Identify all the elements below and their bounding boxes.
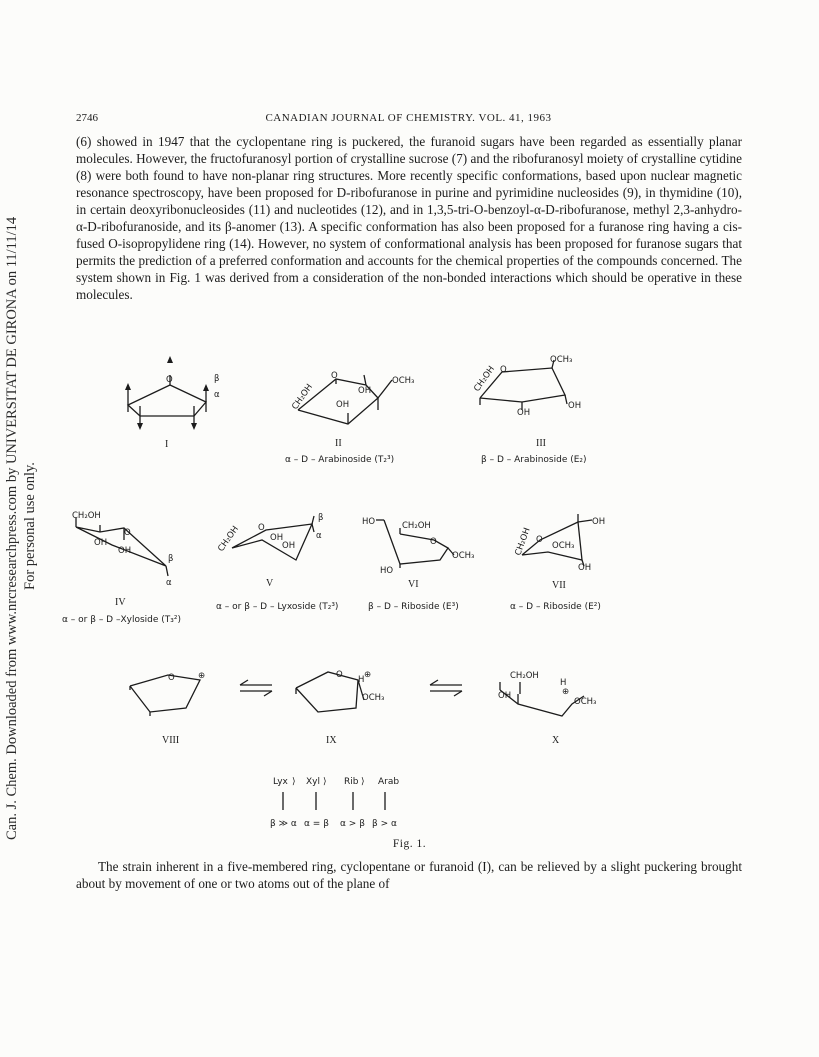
charge-plus: ⊕ xyxy=(364,670,372,680)
atom-CH2OH: CH₂OH xyxy=(402,521,431,531)
numeral: VIII xyxy=(162,735,180,746)
structure-VII xyxy=(510,514,605,612)
sugar-arab: Arab xyxy=(378,777,400,787)
relation-lyx: β ≫ α xyxy=(270,819,297,829)
relation-arab: β > α xyxy=(372,819,397,829)
reactivity-order xyxy=(270,777,399,829)
atom-O: O xyxy=(168,673,175,683)
atom-CH2OH: CH₂OH xyxy=(510,671,539,681)
atom-O: O xyxy=(500,365,507,375)
journal-title: CANADIAN JOURNAL OF CHEMISTRY. VOL. 41, 1963 xyxy=(265,112,552,124)
caption: α – D – Riboside (E²) xyxy=(510,602,601,612)
atom-H: H xyxy=(358,675,365,685)
caption: α – D – Arabinoside (T₂³) xyxy=(285,455,395,465)
atom-OH: OH xyxy=(592,517,606,527)
atom-CH2OH: CH₂OH xyxy=(72,511,101,521)
atom-OH: OH xyxy=(498,691,512,701)
sugar-rib: Rib xyxy=(344,777,359,787)
label-alpha: α xyxy=(166,578,172,588)
atom-OH: OH xyxy=(282,541,296,551)
relation-xyl: α = β xyxy=(304,819,329,829)
atom-O: O xyxy=(331,371,338,381)
atom-HO: HO xyxy=(380,566,394,576)
charge-plus: ⊕ xyxy=(198,671,206,681)
label-alpha: α xyxy=(214,390,220,400)
atom-OH: OH xyxy=(270,533,284,543)
numeral: IX xyxy=(326,735,337,746)
structure-VI xyxy=(362,517,474,612)
atom-OCH3: OCH₃ xyxy=(552,541,575,551)
atom-O: O xyxy=(430,537,437,547)
structure-IV xyxy=(62,511,181,625)
atom-CH2OH: CH₂OH xyxy=(290,382,315,412)
atom-OH: OH xyxy=(94,538,108,548)
numeral: X xyxy=(552,735,560,746)
atom-OCH3: OCH₃ xyxy=(550,355,573,365)
atom-OCH3: OCH₃ xyxy=(452,551,475,561)
numeral: V xyxy=(266,578,274,589)
sugar-xyl: Xyl xyxy=(306,777,320,787)
structure-V xyxy=(216,513,338,612)
structure-I xyxy=(125,356,220,450)
greater-sign: ⟩ xyxy=(323,777,327,787)
caption: β – D – Arabinoside (E₂) xyxy=(481,455,587,465)
label-beta: β xyxy=(318,513,324,523)
atom-O: O xyxy=(336,670,343,680)
structure-VIII xyxy=(130,671,205,746)
label-beta: β xyxy=(168,554,174,564)
equilibrium-arrow-1 xyxy=(240,680,272,696)
atom-O: O xyxy=(536,535,543,545)
atom-OH: OH xyxy=(358,386,372,396)
atom-OH: OH xyxy=(517,408,531,418)
atom-O: O xyxy=(258,523,265,533)
atom-H: H xyxy=(560,678,567,688)
relation-rib: α > β xyxy=(340,819,365,829)
atom-HO: HO xyxy=(362,517,376,527)
body-paragraph-2: The strain inherent in a five-membered ring, cyclopentane or furanoid (I), can be relieved by a slight puckering brought about by movement of one or two atoms out of the plane of xyxy=(76,859,742,891)
atom-O: O xyxy=(124,528,131,538)
atom-O: O xyxy=(166,375,173,385)
atom-CH2OH: CH₂OH xyxy=(472,364,497,394)
sugar-lyx: Lyx xyxy=(273,777,288,787)
label-alpha: α xyxy=(316,531,322,541)
atom-OH: OH xyxy=(568,401,582,411)
caption: α – or β – D –Xyloside (T₃²) xyxy=(62,615,182,625)
numeral: I xyxy=(165,439,169,450)
equilibrium-arrow-2 xyxy=(430,680,462,696)
structure-III xyxy=(472,355,586,465)
caption: α – or β – D – Lyxoside (T₂³) xyxy=(216,602,339,612)
greater-sign: ⟩ xyxy=(361,777,365,787)
label-beta: β xyxy=(214,374,220,384)
atom-OCH3: OCH₃ xyxy=(574,697,597,707)
numeral: II xyxy=(335,438,342,449)
structure-IX xyxy=(296,670,384,746)
numeral: VI xyxy=(408,579,419,590)
watermark-line-2: For personal use only. xyxy=(22,462,38,590)
numeral: VII xyxy=(552,580,566,591)
body-paragraph-1: (6) showed in 1947 that the cyclopentane ring is puckered, the furanoid sugars have been regarded as essentially planar molecules. However, the fructofuranosyl portion of crystalline sucrose (7) and the ribofuranosyl moiety of crystalline cytidine (8) were both found to have non-planar ring structures. More recently specific conformations, based upon nuclear magnetic resonance spectroscopy, have been proposed for D-ribofuranose in purine and pyrimidine nucleosides (9), in thymidine (10), in certain deoxyribonucleosides (11) and nucleotides (12), and in 1,3,5-tri-O-benzoyl-α-D-ribofuranose, methyl 2,3-anhydro-α-D-ribofuranoside, and its β-anomer (13). A specific conformation has also been proposed for a furanose ring having a cis-fused O-isopropylidene ring (14). However, no system of conformational analysis has been proposed for furanose sugars that permits the prediction of a preferred conformation and accounts for the chemical properties of the compounds concerned. The system shown in Fig. 1 was derived from a consideration of the non-bonded interactions which should be operative in these molecules. xyxy=(76,134,742,302)
atom-OCH3: OCH₃ xyxy=(362,693,385,703)
watermark-line-1: Can. J. Chem. Downloaded from www.nrcresearchpress.com by UNIVERSITAT DE GIRONA on 11/11/14 xyxy=(4,216,20,840)
numeral: IV xyxy=(115,597,126,608)
atom-OH: OH xyxy=(336,400,350,410)
atom-OCH3: OCH₃ xyxy=(392,376,415,386)
atom-CH2OH: CH₂OH xyxy=(216,524,241,554)
greater-sign: ⟩ xyxy=(292,777,296,787)
atom-OH: OH xyxy=(578,563,592,573)
numeral: III xyxy=(536,438,546,449)
structure-X xyxy=(498,671,596,746)
page-number: 2746 xyxy=(76,112,98,124)
atom-CH2OH: CH₂OH xyxy=(513,526,533,558)
atom-OH: OH xyxy=(118,546,132,556)
charge-plus: ⊕ xyxy=(562,687,570,697)
caption: β – D – Riboside (E³) xyxy=(368,602,459,612)
figure-caption: Fig. 1. xyxy=(392,838,427,850)
structure-II xyxy=(285,371,414,465)
